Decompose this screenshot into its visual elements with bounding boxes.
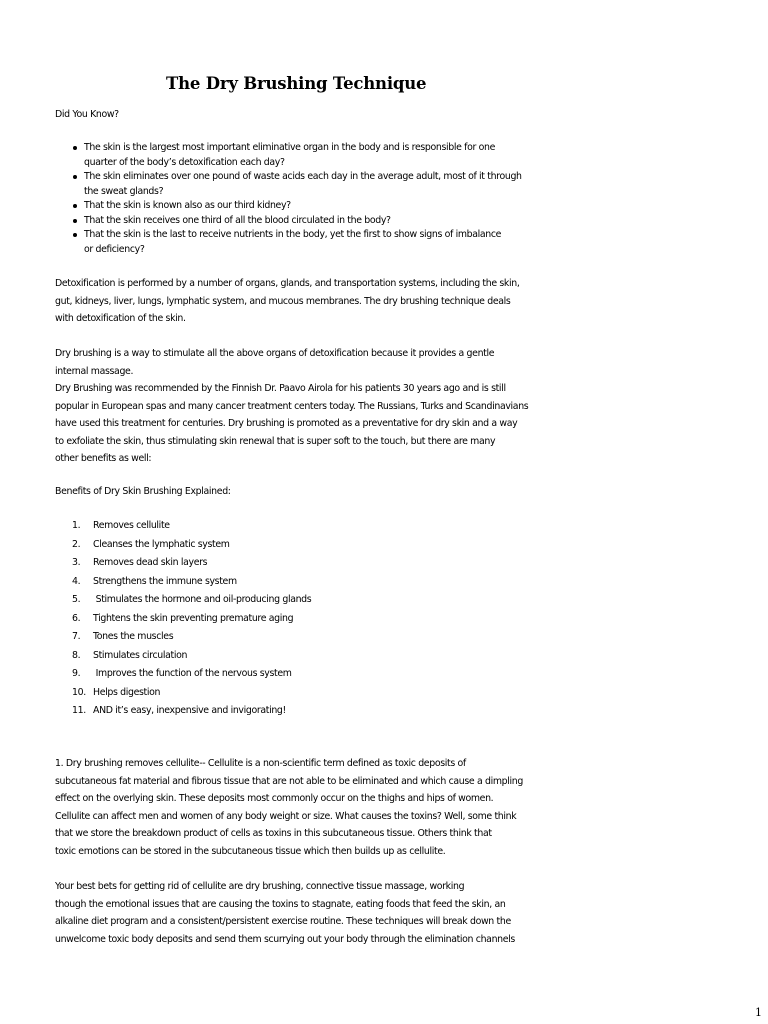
bullet-icon (73, 219, 77, 223)
benefits-list (72, 517, 311, 721)
fact-item: That the skin is the last to receive nutrients in the body, yet the first to show signs of imbalance or deficiency? (72, 228, 532, 257)
bullet-icon (73, 204, 77, 208)
page-number: 1 (755, 1006, 762, 1019)
benefits-heading: Benefits of Dry Skin Brushing Explained: (55, 486, 231, 497)
list-item: 2. Cleanses the lymphatic system (72, 538, 230, 550)
bullet-icon (73, 233, 77, 237)
list-item: 7. Tones the muscles (72, 631, 174, 642)
list-item: 4. Strengthens the immune system (72, 575, 237, 587)
list-item: 8. Stimulates circulation (72, 649, 188, 661)
fact-item: The skin eliminates over one pound of waste acids each day in the average adult, most of it through the sweat glands? (72, 170, 532, 199)
list-item: 9. Improves the function of the nervous system (72, 668, 292, 679)
list-item: 10. Helps digestion (72, 686, 161, 698)
fact-item: That the skin is known also as our third kidney? (72, 199, 532, 214)
bullet-icon (73, 175, 77, 179)
dry-brushing-paragraph: Dry brushing is a way to stimulate all the above organs of detoxification because it provides a gentle internal massage. Dry Brushing was recommended by the Finnish Dr. Paavo Airola for his patients 30 years ago and is still popular in European spas and many cancer treatment centers today. The Russians, Turks and Scandinavians have used this treatment for centuries. Dry brushing is promoted as a preventative for dry skin and a way to exfoliate the skin, thus stimulating skin renewal that is super soft to the touch, but there are many other benefits as well: (55, 348, 529, 464)
best-bets-paragraph: Your best bets for getting rid of cellulite are dry brushing, connective tissue massage, working though the emotional issues that are causing the toxins to stagnate, eating foods that feed the skin, an alkaline diet program and a consistent/persistent exercise routine. These techniques will break down the unwelcome toxic body deposits and send them scurrying out your body through the elimination channels (55, 881, 515, 945)
facts-list (72, 141, 532, 257)
cellulite-paragraph: 1. Dry brushing removes cellulite-- Cellulite is a non-scientific term defined as toxic deposits of subcutaneous fat material and fibrous tissue that are not able to be eliminated and which cause a dimpling effect on the overlying skin. These deposits most commonly occur on the thighs and hips of women. Cellulite can affect men and women of any body weight or size. What causes the toxins? Well, some think that we store the breakdown product of cells as toxins in this subcutaneous tissue. Others think that toxic emotions can be stored in the subcutaneous tissue which then builds up as cellulite. (55, 758, 523, 857)
list-item: 1. Removes cellulite (72, 520, 170, 531)
list-item: 6. Tightens the skin preventing premature aging (72, 612, 294, 624)
fact-item: That the skin receives one third of all the blood circulated in the body? (72, 214, 532, 229)
document-title: The Dry Brushing Technique (166, 74, 427, 93)
list-item: 3. Removes dead skin layers (72, 557, 208, 568)
list-item: 5. Stimulates the hormone and oil-producing glands (72, 594, 312, 605)
list-item: 11. AND it’s easy, inexpensive and invigorating! (72, 705, 286, 716)
detox-paragraph: Detoxification is performed by a number of organs, glands, and transportation systems, including the skin, gut, kidneys, liver, lungs, lymphatic system, and mucous membranes. The dry brushing technique deals with detoxification of the skin. (55, 278, 520, 324)
bullet-icon (73, 146, 77, 150)
fact-item: The skin is the largest most important eliminative organ in the body and is responsible for one quarter of the body’s detoxification each day? (72, 141, 532, 170)
did-you-know-heading: Did You Know? (55, 109, 119, 120)
